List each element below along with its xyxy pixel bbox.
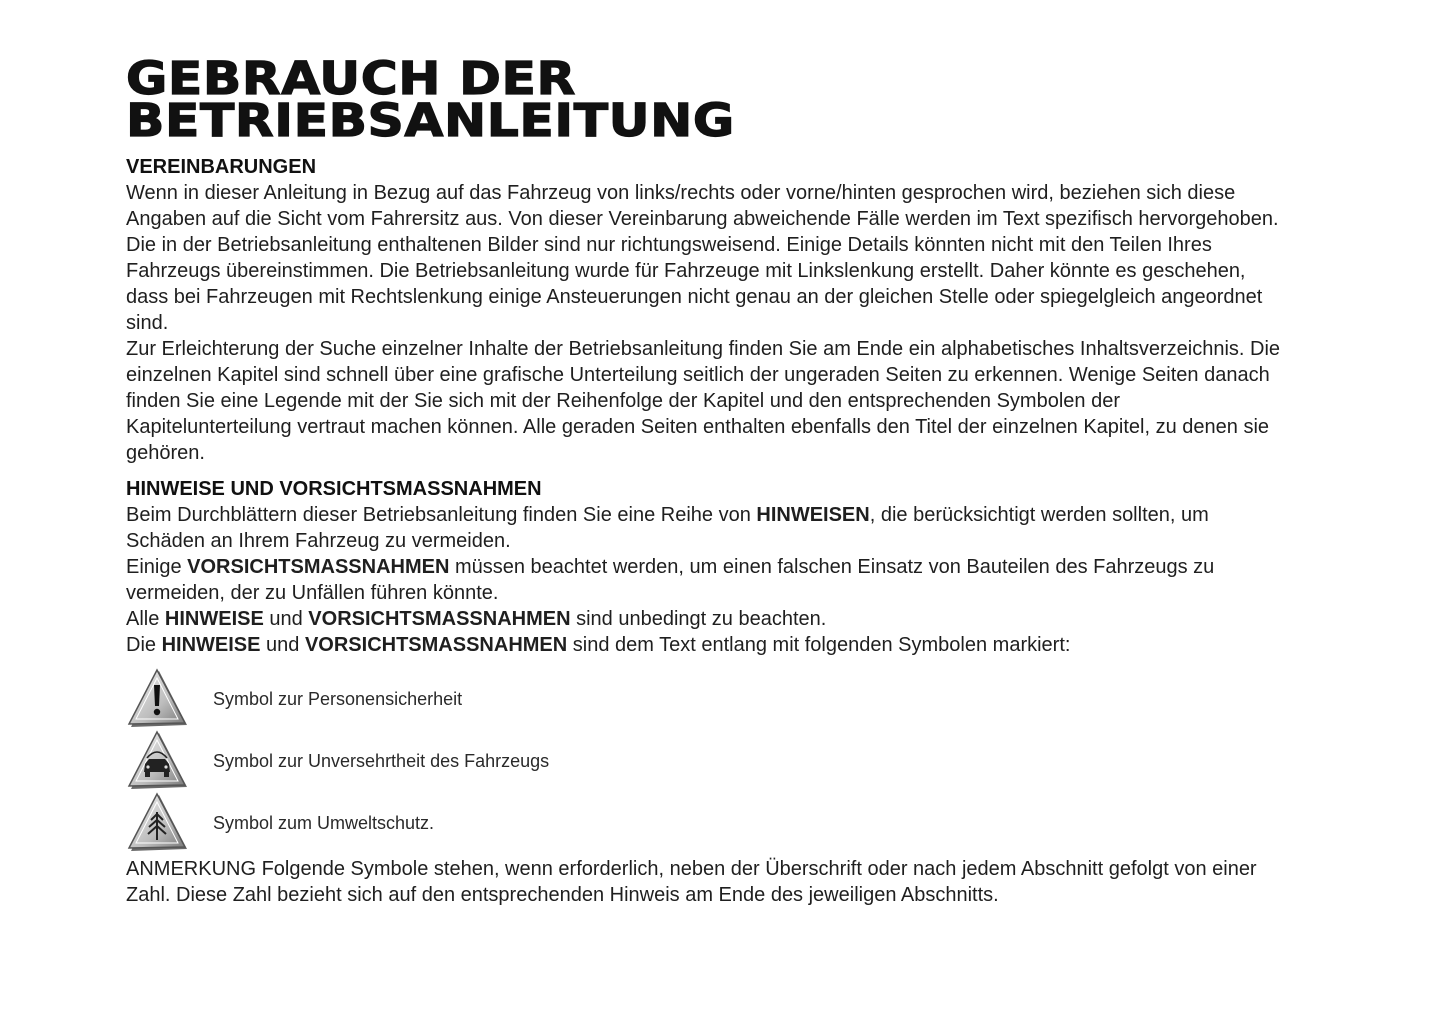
text-run: müssen beachtet werden, um einen falschen Einsatz von Bauteilen des Fahrzeugs zu vermeiden, der zu Unfällen führen könnte. [126,556,1215,604]
conventions-paragraph-3: Zur Erleichterung der Suche einzelner Inhalte der Betriebsanleitung finden Sie am Ende ein alphabetisches Inhaltsverzeichnis. Die einzelnen Kapitel sind schnell über eine grafische Unterteilung seitlich der ungeraden Seiten zu erkennen. Wenige Seiten danach finden Sie eine Legende mit der Sie sich mit der Reihenfolge der Kapitel und den entsprechenden Symbolen der Kapitelunterteilung vertraut machen können. Alle geraden Seiten enthalten ebenfalls den Titel der einzelnen Kapitel, zu denen sie gehören. [126,338,1281,464]
text-run: , die berücksichtigt werden sollten, um Schäden an Ihrem Fahrzeug zu vermeiden. [126,504,1209,552]
manual-page [126,52,1286,908]
text-run: Beim Durchblättern dieser Betriebsanleitung finden Sie eine Reihe von [126,504,757,526]
bold-term: VORSICHTSMASSNAHMEN [308,608,571,630]
symbol-label: Symbol zum Umweltschutz. [213,812,435,833]
conventions-paragraph-2: Die in der Betriebsanleitung enthaltenen Bilder sind nur richtungsweisend. Einige Details könnten nicht mit den Teilen Ihres Fahrzeugs übereinstimmen. Die Betriebsanleitung wurde für Fahrzeuge mit Linkslenkung erstellt. Daher könnte es geschehen, dass bei Fahrzeugen mit Rechtslenkung einige Ansteuerungen nicht genau an der gleichen Stelle oder spiegelgleich angeordnet sind. [126,234,1263,334]
symbol-legend [126,668,1286,854]
bold-term: HINWEISE [161,634,261,656]
section-heading-conventions: VEREINBARUNGEN [126,156,317,178]
warnings-paragraph-1 [126,502,1286,554]
warnings-paragraph-4 [126,632,1286,658]
warning-exclamation-icon [126,668,190,730]
text-run: Die [126,634,162,656]
symbol-label: Symbol zur Personensicherheit [213,688,463,709]
symbol-label: Symbol zur Unversehrtheit des Fahrzeugs [213,750,550,771]
text-run: Einige [126,556,188,578]
warnings-paragraph-2 [126,554,1286,606]
text-run: sind unbedingt zu beachten. [570,608,827,630]
note-paragraph: ANMERKUNG Folgende Symbole stehen, wenn erforderlich, neben der Überschrift oder nach jedem Abschnitt gefolgt von einer Zahl. Diese Zahl bezieht sich auf den entsprechenden Hinweis am Ende des jeweiligen Abschnitts. [126,858,1257,906]
page-title [126,52,1425,147]
tree-warning-icon [126,792,190,854]
text-run: und [260,634,305,656]
conventions-paragraph-1: Wenn in dieser Anleitung in Bezug auf das Fahrzeug von links/rechts oder vorne/hinten gesprochen wird, beziehen sich diese Angaben auf die Sicht vom Fahrersitz aus. Von dieser Vereinbarung abweichende Fälle werden im Text spezifisch hervorgehoben. [126,182,1279,230]
symbol-row-vehicle [126,730,1286,792]
car-warning-icon [126,730,190,792]
page-title-line1: GEBRAUCH DER [126,52,576,105]
text-run: sind dem Text entlang mit folgenden Symbolen markiert: [567,634,1071,656]
bold-term: VORSICHTSMASSNAHMEN [304,634,568,656]
symbol-row-person [126,668,1286,730]
section-heading-warnings: HINWEISE UND VORSICHTSMASSNAHMEN [126,478,542,500]
warnings-paragraph-3 [126,606,1286,632]
page-title-line2: BETRIEBSANLEITUNG [126,94,735,147]
bold-term: HINWEISE [164,608,264,630]
warnings-section [126,476,1286,658]
text-run: und [263,608,309,630]
bold-term: VORSICHTSMASSNAHMEN [187,556,450,578]
bold-term: HINWEISEN [756,504,870,526]
text-run: Alle [126,608,165,630]
symbol-row-environment [126,792,1286,854]
